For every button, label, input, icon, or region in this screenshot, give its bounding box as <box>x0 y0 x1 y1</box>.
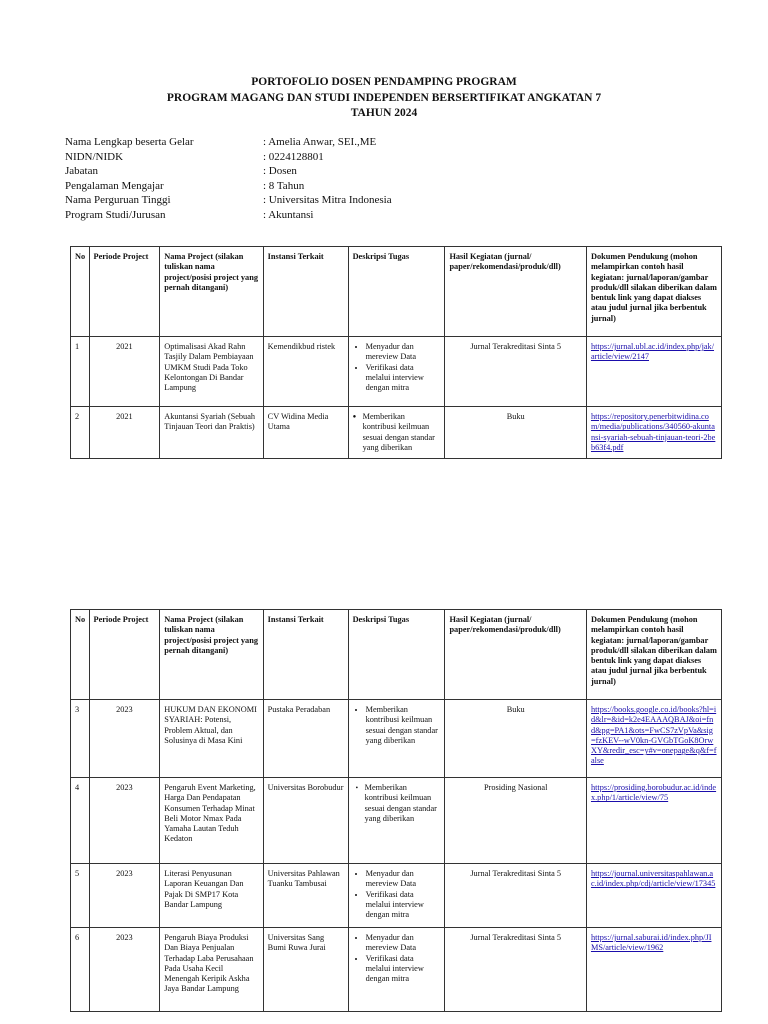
cell-no: 2 <box>71 407 90 459</box>
task-item: • Menyadur dan mereview Data <box>366 933 441 954</box>
info-label: Pengalaman Mengajar <box>65 179 164 192</box>
cell-deskripsi <box>348 700 445 778</box>
info-row-name <box>65 135 392 150</box>
cell-hasil: Prosiding Nasional <box>445 778 587 864</box>
info-value: : Akuntansi <box>263 208 314 221</box>
task-item: ● Memberikan kontribusi keilmuan sesuai dengan standar yang diberikan <box>363 412 441 453</box>
cell-instansi: Kemendikbud ristek <box>263 337 348 407</box>
col-header-instansi: Instansi Terkait <box>263 247 348 337</box>
table-row <box>71 337 722 407</box>
cell-no: 6 <box>71 928 90 1012</box>
cell-nama: HUKUM DAN EKONOMI SYARIAH: Potensi, Problem Aktual, dan Solusinya di Masa Kini <box>160 700 263 778</box>
cell-no: 5 <box>71 864 90 928</box>
cell-instansi: Pustaka Peradaban <box>263 700 348 778</box>
table-row <box>71 928 722 1012</box>
cell-hasil: Buku <box>445 407 587 459</box>
cell-nama: Literasi Penyusunan Laporan Keuangan Dan Pajak Di SMP17 Kota Bandar Lampung <box>160 864 263 928</box>
info-row-nidn <box>65 150 392 165</box>
task-item: • Menyadur dan mereview Data <box>366 342 441 363</box>
info-row-perguruan <box>65 193 392 208</box>
task-list <box>353 869 441 920</box>
cell-deskripsi <box>348 337 445 407</box>
document-link[interactable]: https://journal.universitaspahlawan.ac.id/index.php/cdj/article/view/17345 <box>586 864 721 928</box>
cell-periode: 2023 <box>89 700 160 778</box>
info-label: Program Studi/Jurusan <box>65 208 166 221</box>
lecturer-info <box>65 135 392 222</box>
table-row <box>71 778 722 864</box>
task-item: • Memberikan kontribusi keilmuan sesuai dengan standar yang diberikan <box>365 783 441 824</box>
task-item: • Verifikasi data melalui interview dengan mitra <box>366 954 441 985</box>
info-value: : 0224128801 <box>263 150 324 163</box>
task-item: • Verifikasi data melalui interview dengan mitra <box>366 363 441 394</box>
cell-instansi: Universitas Pahlawan Tuanku Tambusai <box>263 864 348 928</box>
info-row-jabatan <box>65 164 392 179</box>
document-title-line3: TAHUN 2024 <box>350 107 418 119</box>
cell-hasil: Buku <box>445 700 587 778</box>
document-title-line2: PROGRAM MAGANG DAN STUDI INDEPENDEN BERSERTIFIKAT ANGKATAN 7 <box>166 92 602 104</box>
document-link[interactable]: https://prosiding.borobudur.ac.id/index.php/1/article/view/75 <box>586 778 721 864</box>
info-label: Nama Perguruan Tinggi <box>65 194 171 206</box>
cell-periode: 2023 <box>89 928 160 1012</box>
col-header-no: No <box>71 247 90 337</box>
table-header-row <box>71 610 722 700</box>
cell-hasil: Jurnal Terakreditasi Sinta 5 <box>445 864 587 928</box>
cell-no: 3 <box>71 700 90 778</box>
col-header-periode: Periode Project <box>89 610 160 700</box>
info-value: : Dosen <box>263 165 297 177</box>
cell-periode: 2023 <box>89 778 160 864</box>
task-list <box>353 342 441 393</box>
col-header-hasil: Hasil Kegiatan (jurnal/ paper/rekomendasi/produk/dll) <box>445 247 587 337</box>
info-row-prodi <box>65 208 392 223</box>
cell-periode: 2021 <box>89 337 160 407</box>
cell-nama: Pengaruh Biaya Produksi Dan Biaya Penjualan Terhadap Laba Perusahaan Pada Usaha Kecil Menengah Keripik Askha Jaya Bandar Lampung <box>160 928 263 1012</box>
cell-deskripsi <box>348 864 445 928</box>
table-header-row <box>71 247 722 337</box>
table-row <box>71 407 722 459</box>
info-value: : 8 Tahun <box>263 179 305 192</box>
cell-deskripsi <box>348 928 445 1012</box>
col-header-deskripsi: Deskripsi Tugas <box>348 610 445 700</box>
info-label: NIDN/NIDK <box>65 150 124 163</box>
task-list <box>353 783 441 824</box>
document-link[interactable]: https://repository.penerbitwidina.com/media/publications/340560-akuntansi-syariah-sebuah-tinjauan-teori-2beb63f4.pdf <box>586 407 721 459</box>
document-title-line1: PORTOFOLIO DOSEN PENDAMPING PROGRAM <box>251 76 517 88</box>
cell-instansi: CV Widina Media Utama <box>263 407 348 459</box>
col-header-dokumen: Dokumen Pendukung (mohon melampirkan contoh hasil kegiatan: jurnal/laporan/gambar produk/dll silakan diberikan dalam bentuk link yang dapat diakses atau judul jurnal jika berbentuk jurnal) <box>586 247 721 337</box>
project-table-1 <box>70 246 722 459</box>
col-header-instansi: Instansi Terkait <box>263 610 348 700</box>
table-row <box>71 700 722 778</box>
cell-deskripsi <box>348 778 445 864</box>
cell-periode: 2021 <box>89 407 160 459</box>
task-list <box>353 412 441 453</box>
cell-nama: Optimalisasi Akad Rahn Tasjily Dalam Pembiayaan UMKM Studi Pada Toko Kelontongan Di Bandar Lampung <box>160 337 263 407</box>
cell-nama: Pengaruh Event Marketing, Harga Dan Pendapatan Konsumen Terhadap Minat Beli Motor Nmax Pada Yamaha Lautan Teduh Kedaton <box>160 778 263 864</box>
col-header-dokumen: Dokumen Pendukung (mohon melampirkan contoh hasil kegiatan: jurnal/laporan/gambar produk/dll silakan diberikan dalam bentuk link yang dapat diakses atau judul jurnal jika berbentuk jurnal) <box>586 610 721 700</box>
cell-hasil: Jurnal Terakreditasi Sinta 5 <box>445 337 587 407</box>
col-header-periode: Periode Project <box>89 247 160 337</box>
document-link[interactable]: https://books.google.co.id/books?hl=id&lr=&id=k2e4EAAAQBAJ&oi=fnd&pg=PA1&ots=FwCS7zVpVa&sig=fzKEV--wV0kn-GVGbTGoK8OrwXY&redir_esc=y#v=onepage&q&f=false <box>586 700 721 778</box>
cell-instansi: Universitas Borobudur <box>263 778 348 864</box>
cell-no: 1 <box>71 337 90 407</box>
cell-instansi: Universitas Sang Bumi Ruwa Jurai <box>263 928 348 1012</box>
cell-deskripsi <box>348 407 445 459</box>
info-value: : Amelia Anwar, SEI.,ME <box>263 136 377 148</box>
col-header-nama: Nama Project (silakan tuliskan nama project/posisi project yang pernah ditangani) <box>160 247 263 337</box>
document-link[interactable]: https://jurnal.saburai.id/index.php/JIMS/article/view/1962 <box>586 928 721 1012</box>
info-value: : Universitas Mitra Indonesia <box>263 194 392 206</box>
task-list <box>353 933 441 984</box>
project-table-2 <box>70 609 722 1012</box>
cell-no: 4 <box>71 778 90 864</box>
task-item: • Verifikasi data melalui interview dengan mitra <box>366 890 441 921</box>
task-item: • Memberikan kontribusi keilmuan sesuai dengan standar yang diberikan <box>366 705 441 746</box>
col-header-nama: Nama Project (silakan tuliskan nama project/posisi project yang pernah ditangani) <box>160 610 263 700</box>
col-header-no: No <box>71 610 90 700</box>
cell-nama: Akuntansi Syariah (Sebuah Tinjauan Teori dan Praktis) <box>160 407 263 459</box>
info-row-pengalaman <box>65 179 392 194</box>
task-item: • Menyadur dan mereview Data <box>366 869 441 890</box>
cell-hasil: Jurnal Terakreditasi Sinta 5 <box>445 928 587 1012</box>
info-label: Nama Lengkap beserta Gelar <box>65 136 194 148</box>
info-label: Jabatan <box>65 165 98 177</box>
document-link[interactable]: https://jurnal.ubl.ac.id/index.php/jak/article/view/2147 <box>586 337 721 407</box>
table-row <box>71 864 722 928</box>
col-header-hasil: Hasil Kegiatan (jurnal/ paper/rekomendasi/produk/dll) <box>445 610 587 700</box>
task-list <box>353 705 441 746</box>
col-header-deskripsi: Deskripsi Tugas <box>348 247 445 337</box>
cell-periode: 2023 <box>89 864 160 928</box>
